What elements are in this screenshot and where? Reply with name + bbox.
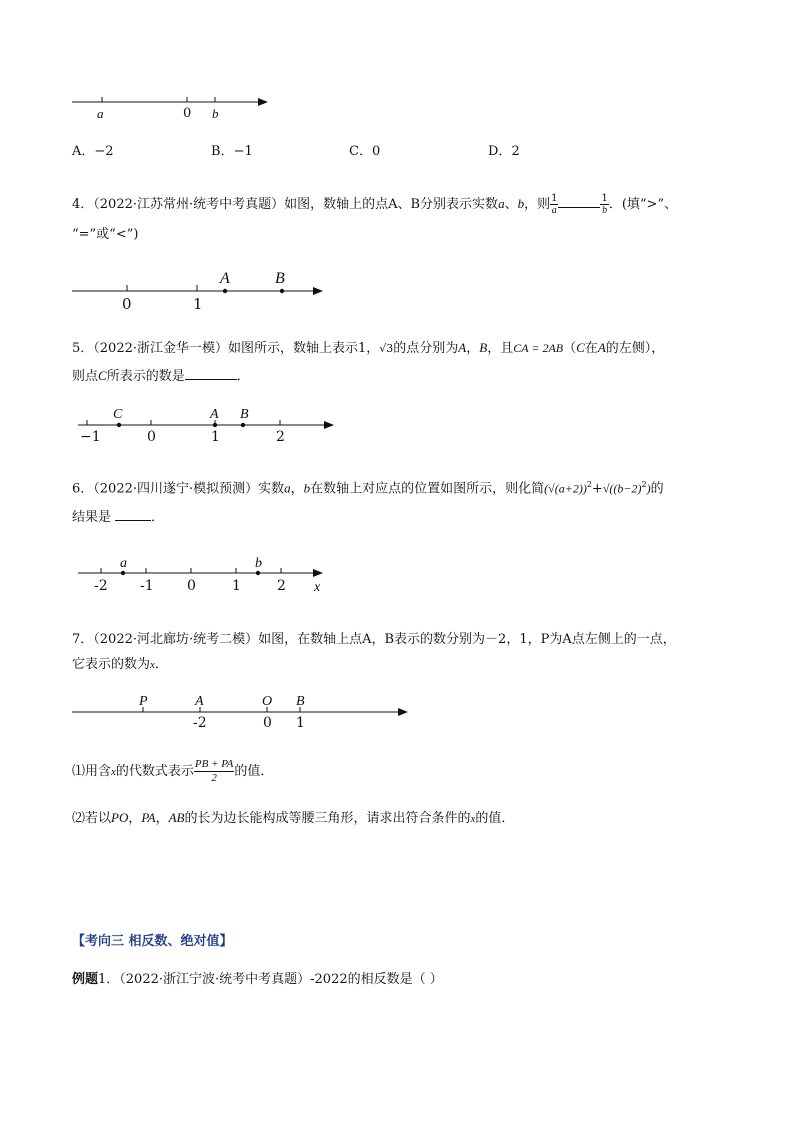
q6-line1 — [72, 476, 664, 498]
q6-expr-1: (√(a+2)) — [544, 481, 587, 496]
q7-line2 — [72, 656, 168, 674]
option-b-label: B． — [211, 144, 234, 159]
q7-fig-point-o: O — [262, 694, 273, 709]
q6-comma: ， — [290, 481, 304, 497]
q6-var-b: b — [303, 480, 311, 496]
q5-fig-label-minus1: −1 — [80, 429, 101, 445]
q4-fig-label-zero: 0 — [122, 295, 132, 313]
q5-var-a2: A — [597, 340, 606, 355]
q5-fig-point-b: B — [240, 407, 249, 422]
q5-text-b: 的点分别为 — [393, 341, 459, 356]
q6-square-2: 2 — [641, 480, 647, 489]
q7-fig-label-one: 1 — [296, 715, 305, 731]
q6-fig-label-minus1: -1 — [140, 578, 154, 594]
q5-var-c: C — [576, 340, 585, 355]
q5-comma: ， — [466, 341, 480, 356]
q6-fig-point-a: a — [120, 556, 127, 571]
q7-sub1-text-a: ⑴用含 — [72, 764, 112, 779]
q7-sub1-var-x: x — [111, 766, 116, 778]
q5-text-f: 的左侧）， — [605, 341, 665, 356]
q5-text-c: ，且 — [487, 341, 514, 356]
q4-fig-point-b: B — [275, 270, 285, 287]
q7-sub2-var-x: x — [470, 813, 476, 825]
q7-sub2-text-c: 的值． — [475, 811, 515, 826]
q4-tail: ．(填“>”、 — [608, 197, 678, 212]
q6-fig-point-b: b — [255, 556, 262, 571]
option-c[interactable] — [349, 143, 380, 161]
q6-fig-label-two: 2 — [277, 578, 286, 594]
q6-line2-text-a: 结果是 — [72, 510, 112, 525]
q7-fig-label-zero: 0 — [263, 715, 272, 731]
fig1-label-b: b — [212, 106, 219, 121]
option-a-label: A． — [72, 144, 95, 159]
q4-text-a: 4．（2022·江苏常州·统考中考真题）如图，数轴上的点A、B分别表示实数 — [72, 197, 499, 212]
q6-fig-label-zero: 0 — [187, 578, 196, 594]
q5-fig-label-one: 1 — [211, 429, 220, 445]
q5-var-a: A — [458, 340, 467, 355]
q7-sub2-text-a: ⑵若以 — [72, 811, 112, 826]
q6-fig-axis-x: x — [314, 580, 321, 595]
q6-plus: + — [591, 481, 603, 497]
q6-line2 — [72, 509, 164, 527]
q4-var-a: a — [498, 196, 505, 211]
q6-var-a: a — [284, 480, 291, 496]
option-b-value: −1 — [233, 144, 253, 159]
q6-expr-2: √((b−2) — [602, 481, 642, 496]
option-b[interactable] — [211, 143, 253, 161]
q7-fig-label-minus2: -2 — [193, 715, 207, 731]
section-heading: 【考向三 相反数、绝对值】 — [72, 934, 233, 949]
q5-fig-label-zero: 0 — [147, 429, 156, 445]
q4-sep: 、 — [504, 197, 518, 212]
q7-fig-point-p: P — [139, 694, 148, 709]
q5-fig-point-a: A — [210, 407, 219, 422]
q6-line2-end: ． — [151, 510, 165, 525]
example-1 — [72, 971, 443, 989]
q7-line2-text: 它表示的数为 — [72, 657, 151, 672]
fig1-label-zero: 0 — [183, 106, 192, 121]
q5-answer-blank[interactable] — [185, 379, 237, 380]
q7-sub2-text-b: 的长为边长能构成等腰三角形，请求出符合条件的 — [184, 811, 471, 826]
option-d-label: D． — [488, 144, 512, 159]
example-text: 1．（2022·浙江宁波·统考中考真题）-2022的相反数是（ ） — [98, 972, 443, 987]
q5-line2-end: ． — [236, 369, 250, 384]
option-a-value: −2 — [94, 144, 114, 159]
q5-text-a: 5．（2022·浙江金华一模）如图所示，数轴上表示1， — [72, 341, 380, 356]
q6-text-b: 在数轴上对应点的位置如图所示，则化简 — [310, 481, 545, 497]
q5-line2-text-a: 则点 — [72, 369, 99, 384]
q7-sub1-text-c: 的值． — [234, 764, 274, 779]
q5-equation: CA = 2AB — [513, 341, 564, 355]
option-d-value: 2 — [511, 144, 520, 159]
option-d[interactable] — [488, 143, 520, 161]
q4-then: ，则 — [524, 197, 551, 212]
q6-text-c: 的 — [650, 481, 664, 497]
q5-sqrt3: √3 — [379, 342, 394, 355]
q4-fraction-1-over-b: $\frac{1}{b}$ — [601, 193, 608, 216]
q7-sub2 — [72, 809, 514, 828]
q5-text-e: 在 — [584, 341, 598, 356]
option-a[interactable] — [72, 143, 114, 161]
q7-sub2-po: PO — [111, 810, 129, 825]
q7-sub1-fraction: $\frac{PB + PA}{2}$ — [194, 758, 234, 784]
q6-text-a: 6．（2022·四川遂宁·模拟预测）实数 — [72, 481, 285, 497]
q6-expr-2-end: ) — [646, 481, 651, 496]
q5-fig-label-two: 2 — [276, 429, 285, 445]
q6-answer-blank[interactable] — [115, 520, 151, 521]
q7-sub2-sep2: ， — [155, 811, 169, 826]
q7-sub2-sep1: ， — [128, 811, 142, 826]
q7-line2-end: ． — [154, 657, 168, 672]
option-c-label: C． — [349, 144, 372, 159]
option-c-value: 0 — [371, 144, 381, 159]
q7-sub2-pa: PA — [141, 810, 156, 825]
q5-text-d: （ — [563, 341, 577, 356]
q7-line1: 7．（2022·河北廊坊·统考二模）如图，在数轴上点A，B表示的数分别为－2，1，P为A点左侧上的一点， — [72, 632, 676, 647]
q4-var-b: b — [517, 196, 525, 211]
q7-sub1 — [72, 758, 273, 785]
example-label: 例题 — [72, 972, 99, 987]
q4-answer-blank[interactable] — [558, 207, 600, 208]
q5-fig-point-c: C — [113, 407, 123, 422]
q5-var-b: B — [479, 340, 488, 355]
q6-fig-label-minus2: -2 — [94, 578, 108, 594]
fig1-label-a: a — [97, 106, 104, 121]
q7-fig-point-b: B — [296, 694, 305, 709]
q5-var-c2: C — [98, 368, 107, 383]
q7-sub1-text-b: 的代数式表示 — [115, 764, 194, 779]
q6-square-1: 2 — [586, 480, 592, 489]
q4-fraction-1-over-a: $\frac{1}{a}$ — [551, 193, 558, 216]
q7-sub2-ab: AB — [168, 810, 185, 825]
q4-fig-label-one: 1 — [193, 295, 203, 313]
q7-fig-point-a: A — [195, 694, 204, 709]
q7-var-x: x — [150, 659, 155, 671]
q6-fig-label-one: 1 — [232, 578, 241, 594]
q4-line2: “=”或“<”) — [72, 227, 139, 242]
q4-fig-point-a: A — [220, 270, 230, 287]
q5-line1 — [72, 339, 664, 358]
q5-line2 — [72, 367, 250, 386]
q4-line1 — [72, 193, 677, 216]
q5-line2-text-b: 所表示的数是 — [106, 369, 185, 384]
